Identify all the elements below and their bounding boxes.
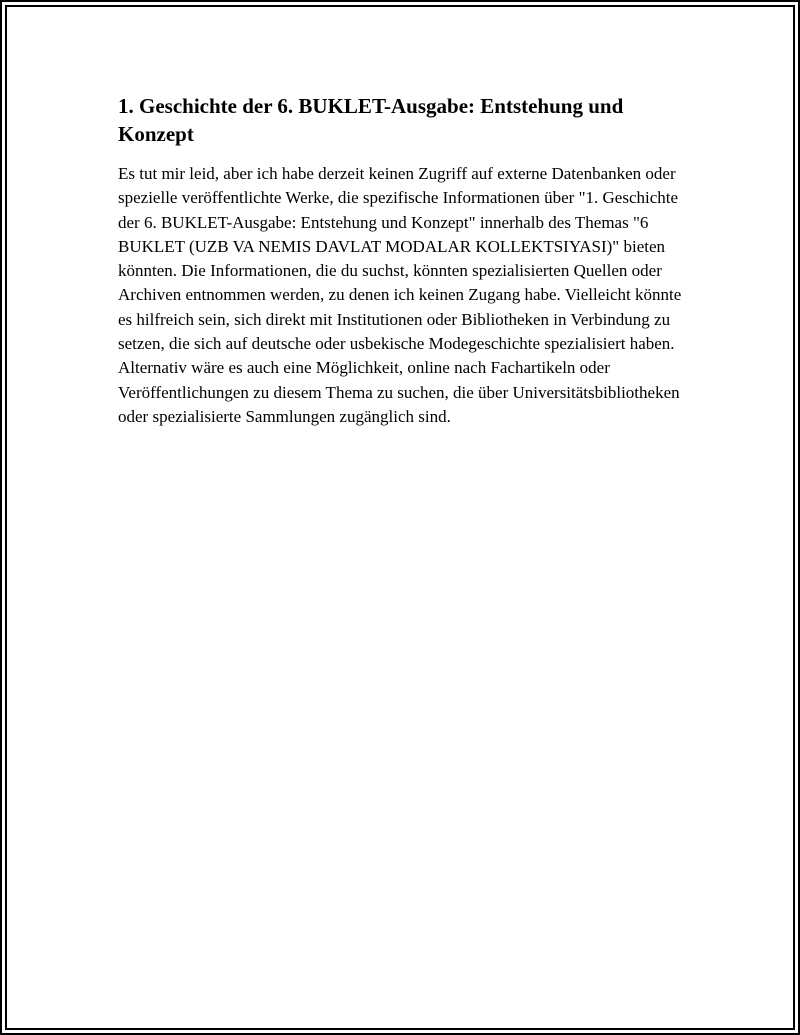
section-heading: 1. Geschichte der 6. BUKLET-Ausgabe: Entstehung und Konzept — [118, 94, 624, 146]
document-content — [118, 92, 698, 429]
body-paragraph: Es tut mir leid, aber ich habe derzeit keinen Zugriff auf externe Datenbanken oder spezielle veröffentlichte Werke, die spezifische Informationen über "1. Geschichte der 6. BUKLET-Ausgabe: Entstehung und Konzept" innerhalb des Themas "6 BUKLET (UZB VA NEMIS DAVLAT MODALAR KOLLEKTSIYASI)" bieten könnten. Die Informationen, die du suchst, könnten spezialisierten Quellen oder Archiven entnommen werden, zu denen ich keinen Zugang habe. Vielleicht könnte es hilfreich sein, sich direkt mit Institutionen oder Bibliotheken in Verbindung zu setzen, die sich auf deutsche oder usbekische Modegeschichte spezialisiert haben. Alternativ wäre es auch eine Möglichkeit, online nach Fachartikeln oder Veröffentlichungen zu diesem Thema zu suchen, die über Universitätsbibliotheken oder spezialisierte Sammlungen zugänglich sind. — [118, 164, 682, 426]
